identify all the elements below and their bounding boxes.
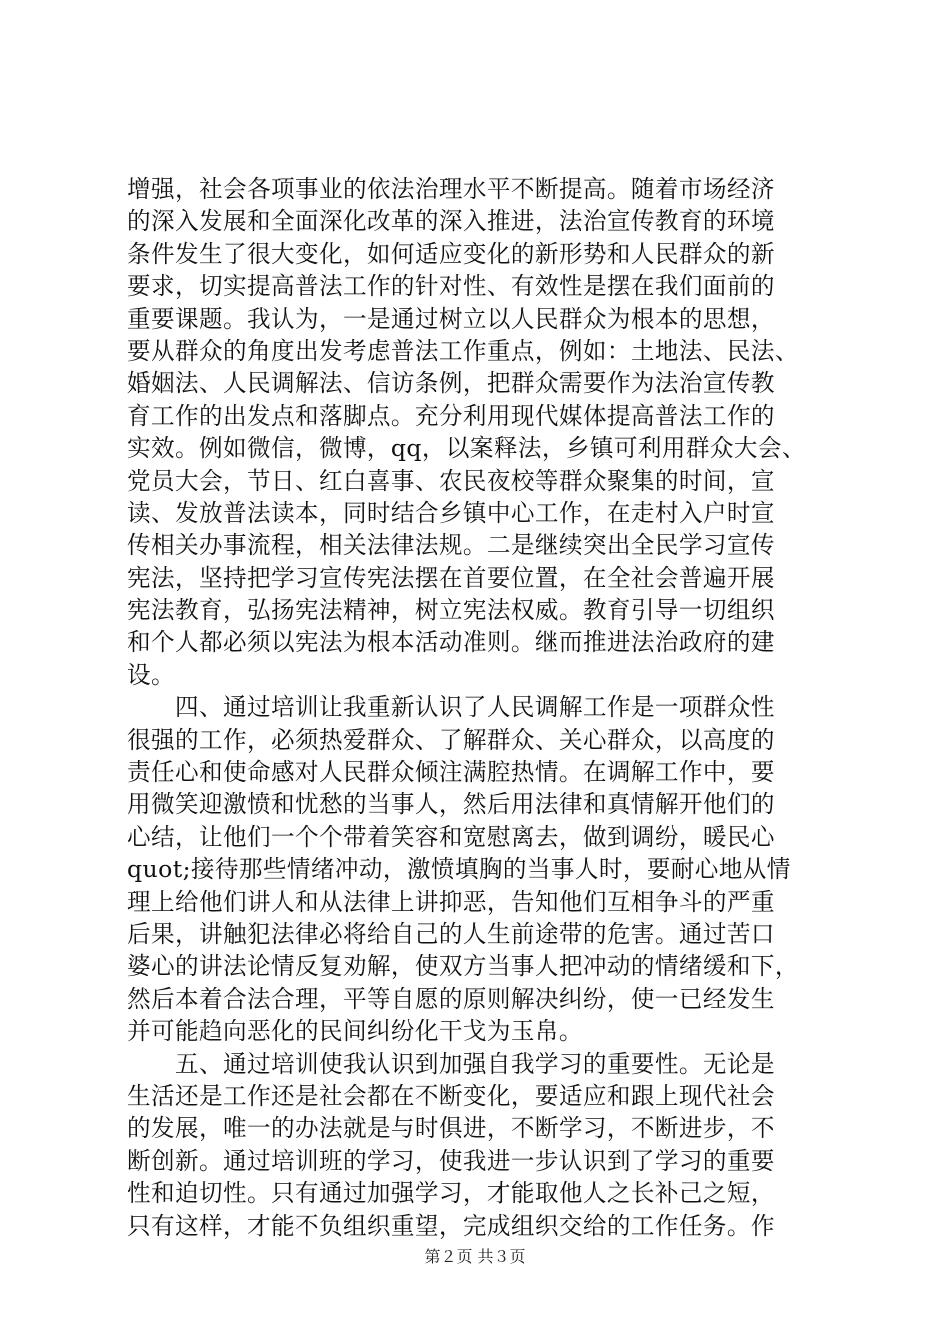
text-line: 断创新。通过培训班的学习，使我进一步认识到了学习的重要 [127,1146,775,1175]
document-body [127,173,837,1242]
text-line: 要从群众的角度出发考虑普法工作重点，例如：土地法、民法、 [127,336,799,365]
text-line: 宪法，坚持把学习宣传宪法摆在首要位置，在全社会普遍开展 [127,563,775,592]
text-line: 读、发放普法读本，同时结合乡镇中心工作，在走村入户时宣 [127,498,775,527]
text-line: 四、通过培训让我重新认识了人民调解工作是一项群众性 [127,693,775,722]
text-line: 的深入发展和全面深化改革的深入推进，法治宣传教育的环境 [127,207,775,236]
text-line: 后果，讲触犯法律必将给自己的人生前途带的危害。通过苦口 [127,919,775,948]
text-line: 生活还是工作还是社会都在不断变化，要适应和跟上现代社会 [127,1081,775,1110]
text-line: 心结，让他们一个个带着笑容和宽慰离去，做到调纷，暖民心 [127,822,775,851]
text-line: quot;接待那些情绪冲动，激愤填胸的当事人时，要耐心地从情 [127,855,791,884]
text-line: 条件发生了很大变化，如何适应变化的新形势和人民群众的新 [127,239,775,268]
text-line: 并可能趋向恶化的民间纠纷化干戈为玉帛。 [127,1017,583,1046]
text-line: 设。 [127,660,175,689]
text-line: 性和迫切性。只有通过加强学习，才能取他人之长补己之短， [127,1179,775,1208]
text-line: 育工作的出发点和落脚点。充分利用现代媒体提高普法工作的 [127,401,775,430]
text-line: 的发展，唯一的办法就是与时俱进，不断学习，不断进步，不 [127,1114,775,1143]
text-line: 党员大会，节日、红白喜事、农民夜校等群众聚集的时间，宣 [127,466,775,495]
text-line: 宪法教育，弘扬宪法精神，树立宪法权威。教育引导一切组织 [127,596,775,625]
text-line: 要求，切实提高普法工作的针对性、有效性是摆在我们面前的 [127,272,775,301]
text-line: 理上给他们讲人和从法律上讲抑恶，告知他们互相争斗的严重 [127,887,775,916]
text-line: 用微笑迎激愤和忧愁的当事人，然后用法律和真情解开他们的 [127,790,775,819]
text-line: 传相关办事流程，相关法律法规。二是继续突出全民学习宣传 [127,531,775,560]
page-footer: 第２页 共３页 [424,1247,526,1266]
text-line: 然后本着合法合理，平等自愿的原则解决纠纷，使一已经发生 [127,984,775,1013]
text-line: 婆心的讲法论情反复劝解，使双方当事人把冲动的情绪缓和下， [127,952,799,981]
text-line: 增强，社会各项事业的依法治理水平不断提高。随着市场经济 [127,175,775,203]
text-line: 重要课题。我认为，一是通过树立以人民群众为根本的思想， [127,304,775,333]
text-line: 只有这样，才能不负组织重望，完成组织交给的工作任务。作 [127,1211,775,1240]
text-line: 很强的工作，必须热爱群众、了解群众、关心群众，以高度的 [127,725,775,754]
text-line: 实效。例如微信，微博，qq，以案释法，乡镇可利用群众大会、 [127,434,806,463]
text-line: 婚姻法、人民调解法、信访条例，把群众需要作为法治宣传教 [127,369,775,398]
text-line: 五、通过培训使我认识到加强自我学习的重要性。无论是 [127,1049,775,1078]
text-line: 责任心和使命感对人民群众倾注满腔热情。在调解工作中，要 [127,758,775,787]
text-line: 和个人都必须以宪法为根本活动准则。继而推进法治政府的建 [127,628,775,657]
